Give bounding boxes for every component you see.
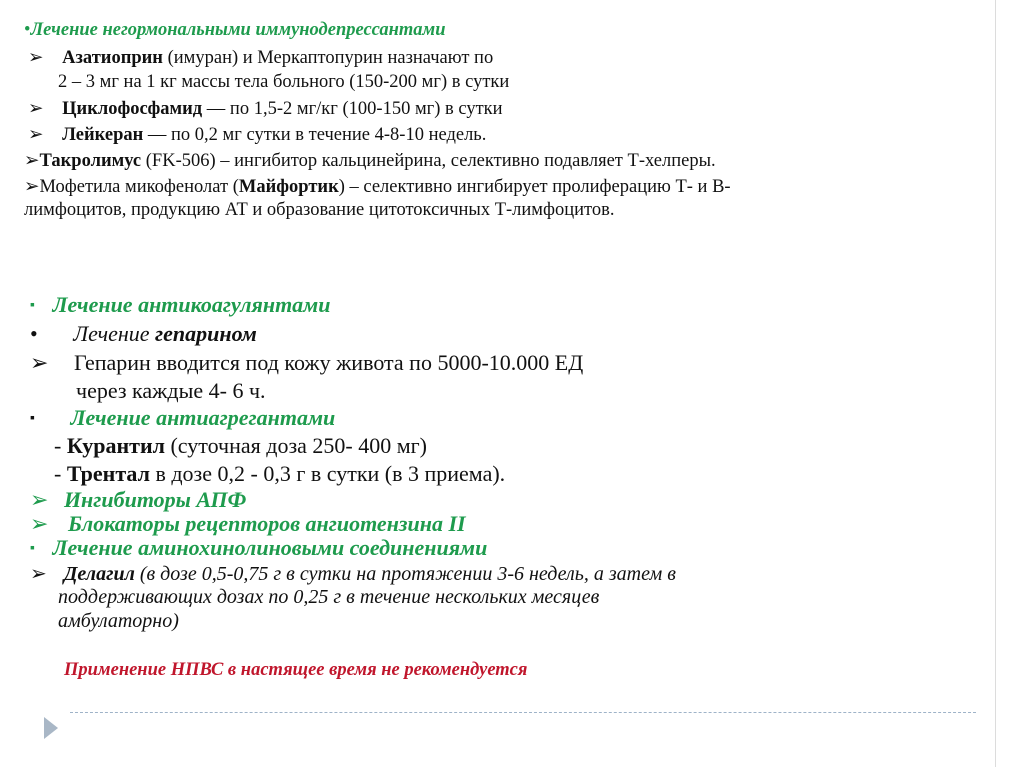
heading-immunosuppressants: •Лечение негормональными иммунодепрессантами xyxy=(24,20,446,40)
trental-line: - Трентал в дозе 0,2 - 0,3 г в сутки (в 3 приема). xyxy=(54,461,506,486)
mycophenolate-line-2: лимфоцитов, продукцию АТ и образование цитотоксичных Т-лимфоцитов. xyxy=(24,200,615,220)
arrow-bullet-icon: ➢ xyxy=(28,99,44,119)
dot-bullet: • xyxy=(30,321,38,346)
arb-line: ➢ Блокаторы рецепторов ангиотензина II xyxy=(30,511,466,536)
heparin-dose-line: ➢ Гепарин вводится под кожу живота по 5000-10.000 ЕД xyxy=(30,350,584,375)
arrow-bullet-icon: ➢ xyxy=(30,511,49,536)
arrow-bullet-icon: ➢ xyxy=(28,48,44,68)
cyclophosphamide-line: ➢ Циклофосфамид — по 1,5-2 мг/кг (100-150 мг) в сутки xyxy=(28,99,503,119)
azathioprine-line: ➢ Азатиоприн (имуран) и Меркаптопурин назначают по xyxy=(28,48,494,68)
leukeran-line: ➢ Лейкеран — по 0,2 мг сутки в течение 4-8-10 недель. xyxy=(28,125,487,145)
arrow-bullet-icon: ➢ xyxy=(28,125,44,145)
ace-inhibitors: ➢ Ингибиторы АПФ xyxy=(30,487,247,512)
heading-anticoagulants: ▪ Лечение антикоагулянтами xyxy=(30,292,331,317)
azathioprine-dose: 2 – 3 мг на 1 кг массы тела больного (150-200 мг) в сутки xyxy=(58,72,510,92)
arrow-bullet-icon: ➢ xyxy=(24,151,40,171)
arrow-bullet-icon: ➢ xyxy=(24,177,40,197)
heading-aminoquinolines: ▪ Лечение аминохинолиновыми соединениями xyxy=(30,535,488,560)
square-bullet-icon: ▪ xyxy=(30,411,35,426)
square-bullet-icon: ▪ xyxy=(30,298,35,313)
heparin-interval: через каждые 4- 6 ч. xyxy=(76,378,266,403)
arrow-bullet-icon: ➢ xyxy=(30,563,47,585)
square-bullet-icon: ▪ xyxy=(30,541,35,556)
delagil-line-3: амбулаторно) xyxy=(58,610,179,632)
arrow-bullet-icon: ➢ xyxy=(30,350,49,375)
mycophenolate-line: ➢Мофетила микофенолат (Майфортик) – селективно ингибирует пролиферацию Т- и В- xyxy=(24,177,731,197)
tacrolimus-line: ➢Такролимус (FK-506) – ингибитор кальцинейрина, селективно подавляет Т-хелперы. xyxy=(24,151,716,171)
slide-right-border xyxy=(995,0,996,767)
dot-bullet: • xyxy=(24,20,31,40)
heading-antiaggregants: ▪ Лечение антиагрегантами xyxy=(30,405,336,430)
delagil-line: ➢ Делагил (в дозе 0,5-0,75 г в сутки на протяжении 3-6 недель, а затем в xyxy=(30,563,676,585)
arrow-bullet-icon: ➢ xyxy=(30,487,49,512)
nsaid-note: Применение НПВС в настящее время не рекомендуется xyxy=(64,660,528,680)
heparin-heading: • Лечение гепарином xyxy=(30,321,257,346)
triangle-right-icon xyxy=(44,717,58,739)
footer-divider xyxy=(70,712,976,713)
kurantil-line: - Курантил (суточная доза 250- 400 мг) xyxy=(54,433,427,458)
delagil-line-2: поддерживающих дозах по 0,25 г в течение нескольких месяцев xyxy=(58,586,600,608)
